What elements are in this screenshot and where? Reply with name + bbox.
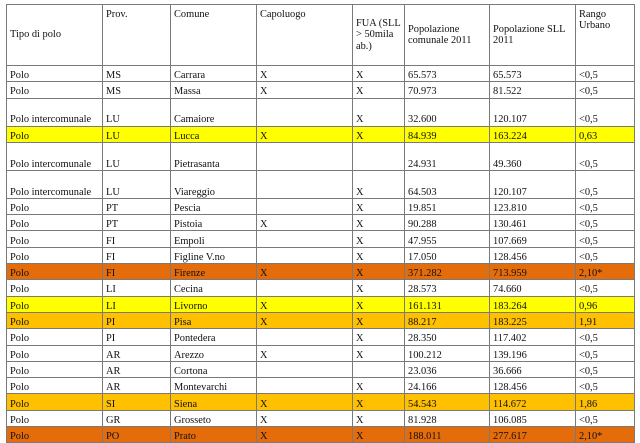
- cell-comune: Livorno: [171, 296, 257, 312]
- table-row: [7, 82, 635, 98]
- cell-tipo-polo: Polo: [7, 394, 103, 410]
- cell-pop-sll: 123.810: [490, 198, 576, 214]
- cell-fua: X: [353, 264, 405, 280]
- header-pop-sll: Popolazione SLL 2011: [490, 5, 576, 66]
- cell-rango-urbano: <0,5: [576, 231, 635, 247]
- cell-pop-comunale: 28.573: [405, 280, 490, 296]
- cell-fua: [353, 142, 405, 170]
- cell-pop-sll: 163.224: [490, 126, 576, 142]
- cell-fua: X: [353, 345, 405, 361]
- cell-tipo-polo: Polo: [7, 231, 103, 247]
- cell-tipo-polo: Polo: [7, 296, 103, 312]
- cell-pop-comunale: 23.036: [405, 361, 490, 377]
- cell-fua: X: [353, 312, 405, 328]
- cell-pop-comunale: 24.166: [405, 378, 490, 394]
- cell-capoluogo: X: [257, 345, 353, 361]
- cell-comune: Cortona: [171, 361, 257, 377]
- cell-capoluogo: X: [257, 312, 353, 328]
- cell-pop-sll: 120.107: [490, 170, 576, 198]
- cell-comune: Pietrasanta: [171, 142, 257, 170]
- cell-tipo-polo: Polo: [7, 312, 103, 328]
- cell-prov: PT: [103, 215, 171, 231]
- cell-comune: Cecina: [171, 280, 257, 296]
- cell-tipo-polo: Polo: [7, 345, 103, 361]
- table-row: [7, 312, 635, 328]
- cell-capoluogo: X: [257, 126, 353, 142]
- cell-fua: X: [353, 394, 405, 410]
- cell-rango-urbano: 0,96: [576, 296, 635, 312]
- cell-rango-urbano: <0,5: [576, 215, 635, 231]
- cell-comune: Camaiore: [171, 98, 257, 126]
- table-row: [7, 280, 635, 296]
- cell-rango-urbano: 0,63: [576, 126, 635, 142]
- cell-pop-comunale: 32.600: [405, 98, 490, 126]
- table-container: [6, 4, 635, 443]
- cell-comune: Pontedera: [171, 329, 257, 345]
- cell-pop-comunale: 24.931: [405, 142, 490, 170]
- table-row: [7, 198, 635, 214]
- cell-fua: X: [353, 247, 405, 263]
- cell-fua: X: [353, 215, 405, 231]
- cell-pop-sll: 139.196: [490, 345, 576, 361]
- cell-rango-urbano: <0,5: [576, 361, 635, 377]
- header-capoluogo: Capoluogo: [257, 5, 353, 66]
- cell-prov: MS: [103, 66, 171, 82]
- cell-capoluogo: [257, 98, 353, 126]
- cell-capoluogo: X: [257, 264, 353, 280]
- cell-fua: X: [353, 66, 405, 82]
- cell-rango-urbano: <0,5: [576, 378, 635, 394]
- cell-rango-urbano: <0,5: [576, 247, 635, 263]
- table-row: [7, 329, 635, 345]
- cell-prov: PO: [103, 427, 171, 443]
- table-row: [7, 427, 635, 443]
- cell-capoluogo: [257, 142, 353, 170]
- cell-fua: X: [353, 427, 405, 443]
- cell-rango-urbano: <0,5: [576, 198, 635, 214]
- cell-fua: X: [353, 82, 405, 98]
- cell-pop-comunale: 371.282: [405, 264, 490, 280]
- cell-pop-comunale: 81.928: [405, 410, 490, 426]
- poli-urbani-table: [6, 4, 635, 443]
- cell-pop-sll: 65.573: [490, 66, 576, 82]
- cell-fua: X: [353, 231, 405, 247]
- cell-prov: PI: [103, 312, 171, 328]
- table-row: [7, 170, 635, 198]
- cell-tipo-polo: Polo intercomunale: [7, 170, 103, 198]
- table-row: [7, 410, 635, 426]
- cell-fua: [353, 361, 405, 377]
- cell-pop-comunale: 28.350: [405, 329, 490, 345]
- header-rango-urbano: Rango Urbano: [576, 5, 635, 66]
- cell-pop-comunale: 70.973: [405, 82, 490, 98]
- cell-rango-urbano: <0,5: [576, 98, 635, 126]
- cell-tipo-polo: Polo: [7, 427, 103, 443]
- cell-fua: X: [353, 98, 405, 126]
- cell-comune: Massa: [171, 82, 257, 98]
- cell-comune: Prato: [171, 427, 257, 443]
- cell-pop-comunale: 90.288: [405, 215, 490, 231]
- cell-capoluogo: X: [257, 82, 353, 98]
- cell-capoluogo: [257, 231, 353, 247]
- cell-pop-sll: 128.456: [490, 378, 576, 394]
- cell-tipo-polo: Polo: [7, 66, 103, 82]
- cell-comune: Carrara: [171, 66, 257, 82]
- cell-pop-comunale: 64.503: [405, 170, 490, 198]
- cell-capoluogo: X: [257, 66, 353, 82]
- table-row: [7, 394, 635, 410]
- cell-rango-urbano: 1,91: [576, 312, 635, 328]
- cell-capoluogo: [257, 361, 353, 377]
- cell-pop-sll: 36.666: [490, 361, 576, 377]
- table-body: [7, 66, 635, 443]
- cell-comune: Siena: [171, 394, 257, 410]
- table-row: [7, 98, 635, 126]
- cell-capoluogo: [257, 329, 353, 345]
- cell-prov: LU: [103, 126, 171, 142]
- cell-pop-comunale: 17.050: [405, 247, 490, 263]
- table-row: [7, 345, 635, 361]
- cell-pop-sll: 130.461: [490, 215, 576, 231]
- cell-fua: X: [353, 170, 405, 198]
- cell-fua: X: [353, 329, 405, 345]
- table-row: [7, 296, 635, 312]
- cell-prov: LI: [103, 280, 171, 296]
- cell-tipo-polo: Polo: [7, 264, 103, 280]
- cell-rango-urbano: <0,5: [576, 410, 635, 426]
- cell-rango-urbano: <0,5: [576, 280, 635, 296]
- cell-tipo-polo: Polo: [7, 361, 103, 377]
- cell-prov: MS: [103, 82, 171, 98]
- cell-prov: LU: [103, 98, 171, 126]
- cell-pop-sll: 49.360: [490, 142, 576, 170]
- table-row: [7, 264, 635, 280]
- cell-capoluogo: X: [257, 394, 353, 410]
- header-comune: Comune: [171, 5, 257, 66]
- cell-comune: Pescia: [171, 198, 257, 214]
- cell-comune: Pistoia: [171, 215, 257, 231]
- table-header-row: [7, 5, 635, 66]
- cell-rango-urbano: <0,5: [576, 170, 635, 198]
- cell-pop-comunale: 161.131: [405, 296, 490, 312]
- cell-comune: Pisa: [171, 312, 257, 328]
- cell-comune: Firenze: [171, 264, 257, 280]
- table-row: [7, 231, 635, 247]
- cell-pop-sll: 120.107: [490, 98, 576, 126]
- cell-pop-sll: 183.264: [490, 296, 576, 312]
- cell-rango-urbano: <0,5: [576, 82, 635, 98]
- cell-pop-comunale: 84.939: [405, 126, 490, 142]
- cell-pop-comunale: 19.851: [405, 198, 490, 214]
- cell-pop-sll: 128.456: [490, 247, 576, 263]
- cell-tipo-polo: Polo intercomunale: [7, 98, 103, 126]
- cell-prov: AR: [103, 361, 171, 377]
- table-row: [7, 66, 635, 82]
- cell-rango-urbano: <0,5: [576, 66, 635, 82]
- header-prov: Prov.: [103, 5, 171, 66]
- header-tipo-polo: Tipo di polo: [7, 5, 103, 66]
- cell-rango-urbano: <0,5: [576, 345, 635, 361]
- cell-pop-comunale: 54.543: [405, 394, 490, 410]
- cell-prov: GR: [103, 410, 171, 426]
- cell-prov: AR: [103, 345, 171, 361]
- cell-pop-sll: 114.672: [490, 394, 576, 410]
- cell-comune: Arezzo: [171, 345, 257, 361]
- cell-capoluogo: X: [257, 410, 353, 426]
- cell-prov: AR: [103, 378, 171, 394]
- cell-fua: X: [353, 126, 405, 142]
- cell-rango-urbano: 2,10*: [576, 427, 635, 443]
- cell-prov: PT: [103, 198, 171, 214]
- cell-prov: LU: [103, 142, 171, 170]
- cell-tipo-polo: Polo: [7, 198, 103, 214]
- cell-fua: X: [353, 410, 405, 426]
- cell-pop-sll: 81.522: [490, 82, 576, 98]
- cell-rango-urbano: <0,5: [576, 329, 635, 345]
- header-pop-comunale: Popolazione comunale 2011: [405, 5, 490, 66]
- cell-comune: Lucca: [171, 126, 257, 142]
- cell-tipo-polo: Polo: [7, 378, 103, 394]
- cell-pop-comunale: 88.217: [405, 312, 490, 328]
- cell-fua: X: [353, 296, 405, 312]
- cell-fua: X: [353, 198, 405, 214]
- table-row: [7, 378, 635, 394]
- cell-capoluogo: X: [257, 215, 353, 231]
- cell-rango-urbano: 1,86: [576, 394, 635, 410]
- cell-tipo-polo: Polo: [7, 280, 103, 296]
- cell-comune: Viareggio: [171, 170, 257, 198]
- cell-capoluogo: X: [257, 296, 353, 312]
- cell-tipo-polo: Polo: [7, 410, 103, 426]
- cell-prov: FI: [103, 247, 171, 263]
- cell-pop-sll: 183.225: [490, 312, 576, 328]
- table-row: [7, 142, 635, 170]
- cell-fua: X: [353, 280, 405, 296]
- cell-pop-sll: 277.617: [490, 427, 576, 443]
- cell-pop-comunale: 100.212: [405, 345, 490, 361]
- cell-comune: Montevarchi: [171, 378, 257, 394]
- cell-prov: FI: [103, 264, 171, 280]
- table-row: [7, 361, 635, 377]
- cell-pop-sll: 74.660: [490, 280, 576, 296]
- cell-tipo-polo: Polo: [7, 215, 103, 231]
- cell-tipo-polo: Polo: [7, 329, 103, 345]
- cell-prov: SI: [103, 394, 171, 410]
- header-fua: FUA (SLL > 50mila ab.): [353, 5, 405, 66]
- cell-capoluogo: [257, 198, 353, 214]
- cell-capoluogo: [257, 378, 353, 394]
- cell-capoluogo: [257, 170, 353, 198]
- cell-comune: Grosseto: [171, 410, 257, 426]
- cell-tipo-polo: Polo intercomunale: [7, 142, 103, 170]
- cell-pop-comunale: 188.011: [405, 427, 490, 443]
- cell-pop-comunale: 65.573: [405, 66, 490, 82]
- table-row: [7, 126, 635, 142]
- cell-pop-sll: 106.085: [490, 410, 576, 426]
- cell-capoluogo: [257, 280, 353, 296]
- cell-tipo-polo: Polo: [7, 247, 103, 263]
- cell-tipo-polo: Polo: [7, 82, 103, 98]
- cell-prov: LU: [103, 170, 171, 198]
- cell-prov: PI: [103, 329, 171, 345]
- cell-fua: X: [353, 378, 405, 394]
- cell-comune: Figline V.no: [171, 247, 257, 263]
- cell-comune: Empoli: [171, 231, 257, 247]
- cell-rango-urbano: 2,10*: [576, 264, 635, 280]
- cell-pop-comunale: 47.955: [405, 231, 490, 247]
- cell-capoluogo: [257, 247, 353, 263]
- cell-pop-sll: 107.669: [490, 231, 576, 247]
- cell-prov: LI: [103, 296, 171, 312]
- cell-prov: FI: [103, 231, 171, 247]
- cell-pop-sll: 713.959: [490, 264, 576, 280]
- table-row: [7, 215, 635, 231]
- table-row: [7, 247, 635, 263]
- cell-pop-sll: 117.402: [490, 329, 576, 345]
- cell-tipo-polo: Polo: [7, 126, 103, 142]
- cell-capoluogo: X: [257, 427, 353, 443]
- cell-rango-urbano: <0,5: [576, 142, 635, 170]
